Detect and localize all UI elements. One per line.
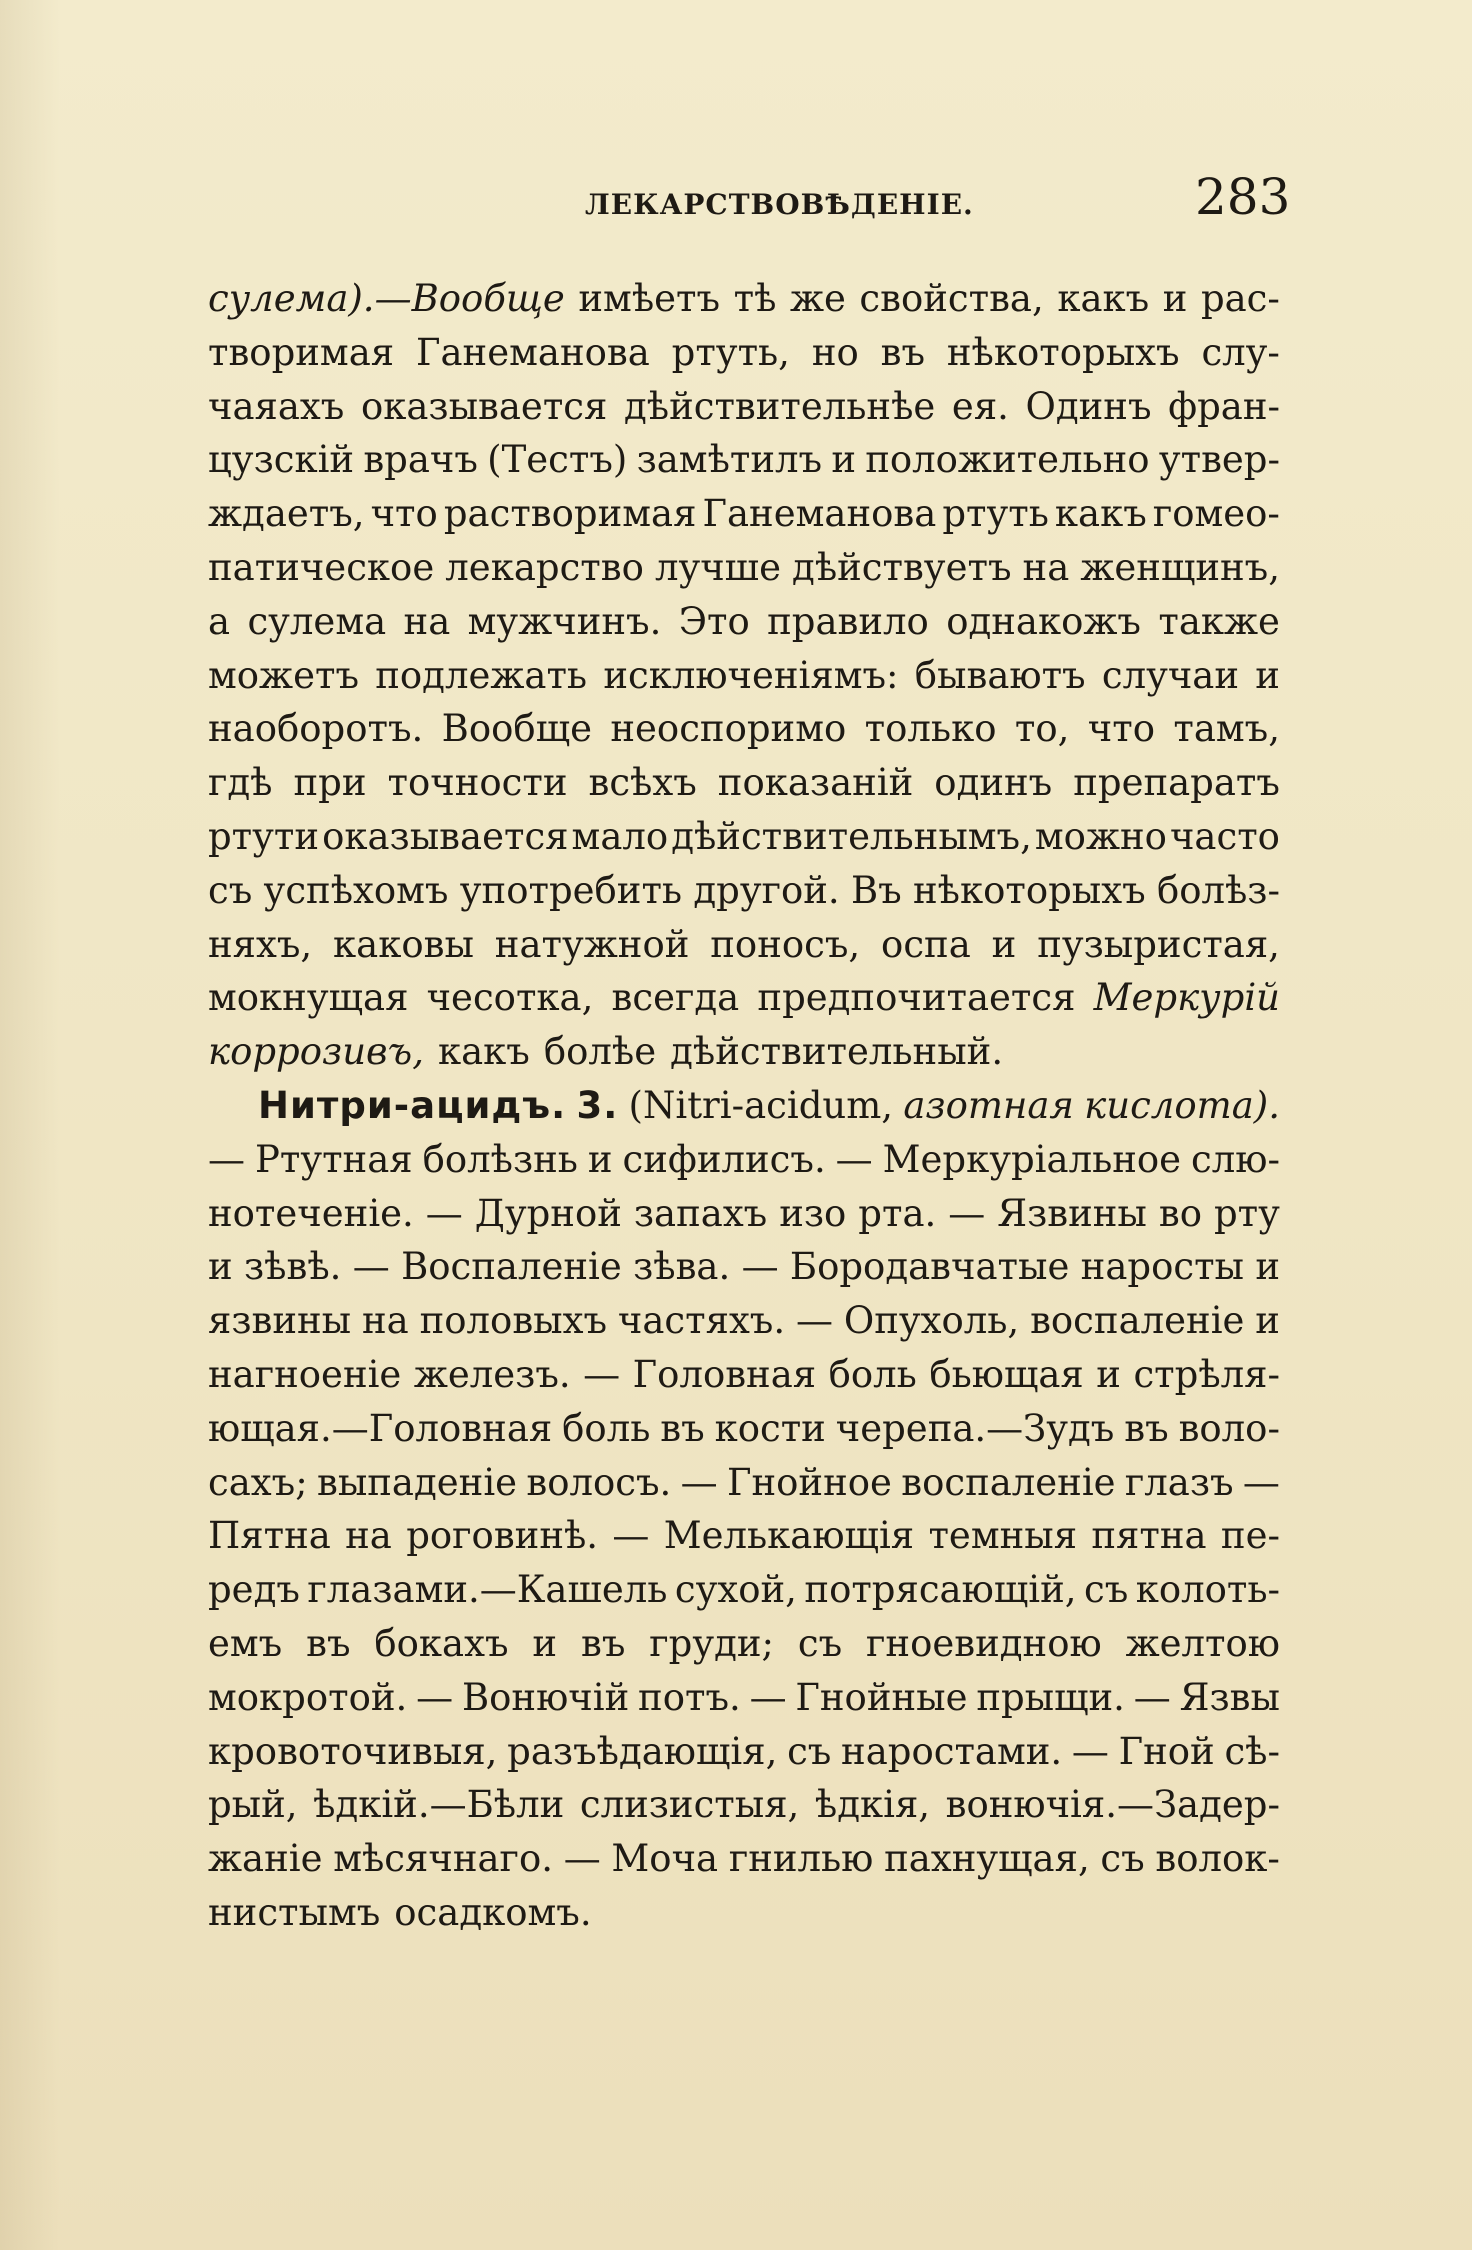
- word: въ: [660, 1406, 705, 1450]
- word: дѣйствуетъ: [792, 545, 1012, 589]
- word: и: [587, 1137, 613, 1181]
- word: воспаленіе: [901, 1460, 1116, 1504]
- word: Опухоль,: [843, 1299, 1020, 1343]
- word: на: [362, 1299, 409, 1343]
- word: съ: [797, 1621, 843, 1665]
- text-line: [208, 1725, 1280, 1779]
- word: употребить: [459, 868, 683, 912]
- text-line: [208, 380, 1280, 434]
- word: воспаленіе: [1030, 1299, 1245, 1343]
- word: Воспаленіе: [401, 1245, 622, 1289]
- word: подлежать: [375, 653, 588, 697]
- word: натужной: [494, 922, 690, 966]
- word: и: [1255, 1245, 1280, 1289]
- word: язвины: [208, 1299, 352, 1343]
- word: зѣвѣ.: [244, 1245, 342, 1289]
- word: только: [864, 707, 997, 751]
- word: Язвы: [1179, 1675, 1280, 1719]
- word: Моча: [611, 1837, 719, 1881]
- word: лекарство: [445, 545, 644, 589]
- word: на: [1022, 545, 1070, 589]
- word: и: [1162, 277, 1188, 320]
- word: —: [835, 1137, 873, 1181]
- word: Одинъ: [1025, 384, 1152, 428]
- word: всѣхъ: [588, 761, 697, 805]
- word: Язвины: [997, 1191, 1147, 1235]
- text-line: [208, 1402, 1280, 1456]
- text-line: [208, 1187, 1280, 1241]
- word: —: [208, 1137, 245, 1181]
- word: болѣе: [543, 1030, 657, 1074]
- word: половыхъ: [419, 1299, 608, 1343]
- word: же: [789, 277, 846, 320]
- word: —: [1242, 1460, 1280, 1504]
- text-line: [208, 1079, 1280, 1133]
- word: можетъ: [208, 653, 359, 697]
- text-line: [208, 326, 1280, 380]
- word: какъ: [437, 1030, 530, 1074]
- word: оказывается: [322, 814, 569, 858]
- text-line: [208, 1348, 1280, 1402]
- word: —: [948, 1191, 986, 1235]
- word: рый,: [208, 1783, 298, 1827]
- word: Гнойные: [795, 1675, 968, 1719]
- text-line: [208, 1886, 1280, 1940]
- word: тамъ,: [1173, 707, 1280, 751]
- running-head: [0, 168, 1472, 238]
- word: исключеніямъ:: [603, 653, 899, 697]
- word: одинъ: [934, 761, 1053, 805]
- text-line: [208, 971, 1280, 1025]
- word: препаратъ: [1073, 761, 1280, 805]
- word: и: [1255, 653, 1280, 697]
- text-line: [208, 1778, 1280, 1832]
- word: слу-: [1201, 330, 1280, 374]
- word: имѣетъ: [578, 277, 721, 320]
- word: кровоточивыя,: [208, 1729, 498, 1773]
- word: съ: [1100, 1837, 1145, 1881]
- word: точности: [387, 761, 568, 805]
- text-line: [208, 1617, 1280, 1671]
- word: каковы: [333, 922, 474, 966]
- word: —: [796, 1299, 833, 1343]
- word: чесотка,: [426, 976, 594, 1020]
- word: ѣдкія,: [814, 1783, 931, 1827]
- word: черепа.—Зудъ: [835, 1406, 1115, 1450]
- word: чаяахъ: [208, 384, 345, 428]
- word: запахъ: [633, 1191, 768, 1235]
- word: боль: [562, 1406, 651, 1450]
- word: Меркурій: [1093, 976, 1280, 1020]
- word: Ртутная: [254, 1137, 413, 1181]
- word: въ: [1124, 1406, 1169, 1450]
- word: глазами.—Кашель: [307, 1568, 668, 1612]
- word: частяхъ.: [617, 1299, 786, 1343]
- text-line: [208, 1671, 1280, 1725]
- word: роговинѣ.: [406, 1514, 599, 1558]
- word: Бородавчатые: [789, 1245, 1070, 1289]
- word: сахъ;: [208, 1460, 308, 1504]
- word: и: [532, 1621, 558, 1665]
- word: редъ: [208, 1568, 300, 1612]
- word: —: [749, 1675, 787, 1719]
- word: во: [1158, 1191, 1202, 1235]
- word: ртути: [208, 814, 320, 858]
- word: нѣкоторыхъ: [946, 330, 1180, 374]
- text-line: [208, 864, 1280, 918]
- word: разъѣдающія,: [507, 1729, 778, 1773]
- word: оказывается: [360, 384, 608, 428]
- word: патическое: [208, 545, 435, 589]
- running-title: ЛЕКАРСТВОВѢДЕНІЕ.: [585, 188, 974, 221]
- word: слю-: [1191, 1137, 1280, 1181]
- word: бокахъ: [374, 1621, 509, 1665]
- word: жаніе: [208, 1837, 323, 1881]
- word: осадкомъ.: [394, 1890, 592, 1934]
- word: показаній: [717, 761, 914, 805]
- text-line: [208, 1456, 1280, 1510]
- word: мѣсячнаго.: [333, 1837, 553, 1881]
- word: можно: [1034, 814, 1167, 858]
- text-line: [208, 1563, 1280, 1617]
- word: ея.: [951, 384, 1009, 428]
- word: съ: [1083, 1568, 1129, 1612]
- word: выпаденіе: [316, 1460, 518, 1504]
- word: другой.: [693, 868, 840, 912]
- word: груди;: [649, 1621, 774, 1665]
- word: Меркуріальное: [882, 1137, 1182, 1181]
- word: всегда: [611, 976, 740, 1020]
- word: то,: [1014, 707, 1070, 751]
- word: съ: [208, 868, 253, 912]
- word: (Тестъ): [487, 438, 628, 482]
- word: вонючія.—Задер-: [945, 1783, 1280, 1827]
- page-number: 283: [1195, 168, 1291, 226]
- word: женщинъ,: [1080, 545, 1280, 589]
- word: нѣкоторыхъ: [912, 868, 1146, 912]
- word: но: [811, 330, 859, 374]
- text-line: [208, 1240, 1280, 1294]
- word: наростами.: [841, 1729, 1063, 1773]
- word: тѣ: [733, 277, 777, 320]
- text-line: [208, 649, 1280, 703]
- word: железъ.: [413, 1352, 571, 1396]
- word: (Nitri-acidum,: [628, 1083, 894, 1127]
- word: 3.: [576, 1083, 619, 1127]
- word: съ: [787, 1729, 832, 1773]
- text-line: [208, 272, 1280, 326]
- word: —: [612, 1514, 650, 1558]
- word: ющая.—Головная: [208, 1406, 553, 1450]
- word: оспа: [881, 922, 971, 966]
- word: прыщи.: [976, 1675, 1125, 1719]
- word: —: [1133, 1675, 1171, 1719]
- text-line: [208, 433, 1280, 487]
- word: какъ: [1057, 277, 1150, 320]
- word: успѣхомъ: [263, 868, 449, 912]
- word: и: [991, 922, 1017, 966]
- word: рту: [1213, 1191, 1280, 1235]
- word: сифилисъ.: [622, 1137, 826, 1181]
- word: при: [293, 761, 367, 805]
- word: пахнущая,: [884, 1837, 1090, 1881]
- word: сулема).—Вообще: [208, 277, 565, 320]
- word: потрясающій,: [804, 1568, 1077, 1612]
- word: потъ.: [638, 1675, 741, 1719]
- word: утвер-: [1158, 438, 1280, 482]
- word: гнилью: [728, 1837, 874, 1881]
- word: мужчинъ.: [467, 599, 662, 643]
- word: мокротой.: [208, 1675, 408, 1719]
- word: рас-: [1200, 277, 1280, 320]
- word: свойства,: [859, 277, 1044, 320]
- word: творимая: [208, 330, 395, 374]
- word: на: [403, 599, 451, 643]
- word: предпочитается: [757, 976, 1076, 1020]
- text-line: [208, 541, 1280, 595]
- word: воло-: [1178, 1406, 1280, 1450]
- word: волосъ.: [526, 1460, 672, 1504]
- text-line: [208, 756, 1280, 810]
- word: сѣ-: [1224, 1729, 1280, 1773]
- word: Дурной: [474, 1191, 622, 1235]
- word: лучше: [654, 545, 781, 589]
- word: Нитри-ацидъ.: [258, 1083, 567, 1127]
- word: сухой,: [674, 1568, 797, 1612]
- word: однакожъ: [946, 599, 1141, 643]
- word: бываютъ: [914, 653, 1086, 697]
- word: —: [741, 1245, 779, 1289]
- word: рта.: [858, 1191, 937, 1235]
- word: нотеченіе.: [208, 1191, 414, 1235]
- word: пятна: [1091, 1514, 1207, 1558]
- word: цузскій: [208, 438, 355, 482]
- word: Вообще: [441, 707, 592, 751]
- word: изо: [779, 1191, 847, 1235]
- word: няхъ,: [208, 922, 313, 966]
- word: сулема: [247, 599, 387, 643]
- word: дѣйствительнѣе: [623, 384, 936, 428]
- word: ждаетъ,: [208, 492, 365, 536]
- word: пе-: [1220, 1514, 1280, 1558]
- text-line: [208, 1832, 1280, 1886]
- word: желтою: [1125, 1621, 1280, 1665]
- word: какъ: [1054, 492, 1147, 536]
- word: нистымъ: [208, 1890, 381, 1934]
- word: а: [208, 599, 231, 643]
- word: Ганеманова: [415, 330, 650, 374]
- text-line: [208, 595, 1280, 649]
- word: коррозивъ,: [208, 1030, 424, 1074]
- word: мокнущая: [208, 976, 409, 1020]
- word: фран-: [1168, 384, 1280, 428]
- word: слизистыя,: [579, 1783, 800, 1827]
- word: Вонючій: [461, 1675, 630, 1719]
- word: гноевидною: [866, 1621, 1102, 1665]
- word: гдѣ: [208, 761, 273, 805]
- text-line: [208, 1294, 1280, 1348]
- word: Ганеманова: [702, 492, 937, 536]
- word: ѣдкій.—Бѣли: [313, 1783, 565, 1827]
- word: дѣйствительный.: [670, 1030, 1004, 1074]
- word: кислота).: [1084, 1083, 1280, 1127]
- word: Въ: [850, 868, 902, 912]
- text-line: [208, 918, 1280, 972]
- word: темныя: [928, 1514, 1078, 1558]
- word: дѣйствительнымъ,: [671, 814, 1032, 858]
- word: зѣва.: [633, 1245, 731, 1289]
- word: Гнойное: [726, 1460, 892, 1504]
- word: и: [1096, 1352, 1121, 1396]
- word: —: [1071, 1729, 1109, 1773]
- word: въ: [580, 1621, 626, 1665]
- word: волок-: [1155, 1837, 1280, 1881]
- word: кости: [714, 1406, 826, 1450]
- word: на: [345, 1514, 392, 1558]
- word: правило: [767, 599, 929, 643]
- body-text: [208, 272, 1280, 1940]
- word: замѣтилъ: [636, 438, 823, 482]
- word: мало: [571, 814, 669, 858]
- word: пузыристая,: [1037, 922, 1280, 966]
- word: —: [563, 1837, 601, 1881]
- word: колоть-: [1135, 1568, 1280, 1612]
- text-line: [208, 810, 1280, 864]
- word: емъ: [208, 1621, 283, 1665]
- word: Это: [678, 599, 750, 643]
- text-line: [208, 1133, 1280, 1187]
- text-line: [208, 1509, 1280, 1563]
- word: въ: [880, 330, 926, 374]
- word: —: [425, 1191, 463, 1235]
- word: что: [370, 492, 438, 536]
- text-line: [208, 487, 1280, 541]
- word: ртуть,: [671, 330, 790, 374]
- word: неоспоримо: [610, 707, 847, 751]
- word: часто: [1169, 814, 1280, 858]
- word: въ: [306, 1621, 351, 1665]
- word: и: [1255, 1299, 1280, 1343]
- word: азотная: [903, 1083, 1074, 1127]
- word: болѣз-: [1156, 868, 1280, 912]
- text-line: [208, 702, 1280, 756]
- word: болѣзнь: [422, 1137, 578, 1181]
- word: ртуть: [942, 492, 1049, 536]
- word: Мелькающія: [663, 1514, 915, 1558]
- word: поносъ,: [710, 922, 861, 966]
- word: положительно: [865, 438, 1150, 482]
- word: случаи: [1101, 653, 1240, 697]
- word: что: [1087, 707, 1155, 751]
- word: глазъ: [1124, 1460, 1234, 1504]
- word: гомео-: [1152, 492, 1280, 536]
- word: Пятна: [208, 1514, 331, 1558]
- word: врачъ: [363, 438, 478, 482]
- word: растворимая: [443, 492, 697, 536]
- word: нагноеніе: [208, 1352, 402, 1396]
- word: Гной: [1118, 1729, 1215, 1773]
- text-line: [208, 1025, 1280, 1079]
- word: бьющая: [929, 1352, 1084, 1396]
- word: —: [416, 1675, 454, 1719]
- word: наросты: [1080, 1245, 1244, 1289]
- word: —: [352, 1245, 390, 1289]
- word: боль: [828, 1352, 917, 1396]
- word: Головная: [632, 1352, 817, 1396]
- word: —: [583, 1352, 621, 1396]
- word: также: [1158, 599, 1280, 643]
- word: и: [831, 438, 856, 482]
- word: —: [680, 1460, 718, 1504]
- word: и: [208, 1245, 233, 1289]
- word: наоборотъ.: [208, 707, 424, 751]
- word: стрѣля-: [1133, 1352, 1280, 1396]
